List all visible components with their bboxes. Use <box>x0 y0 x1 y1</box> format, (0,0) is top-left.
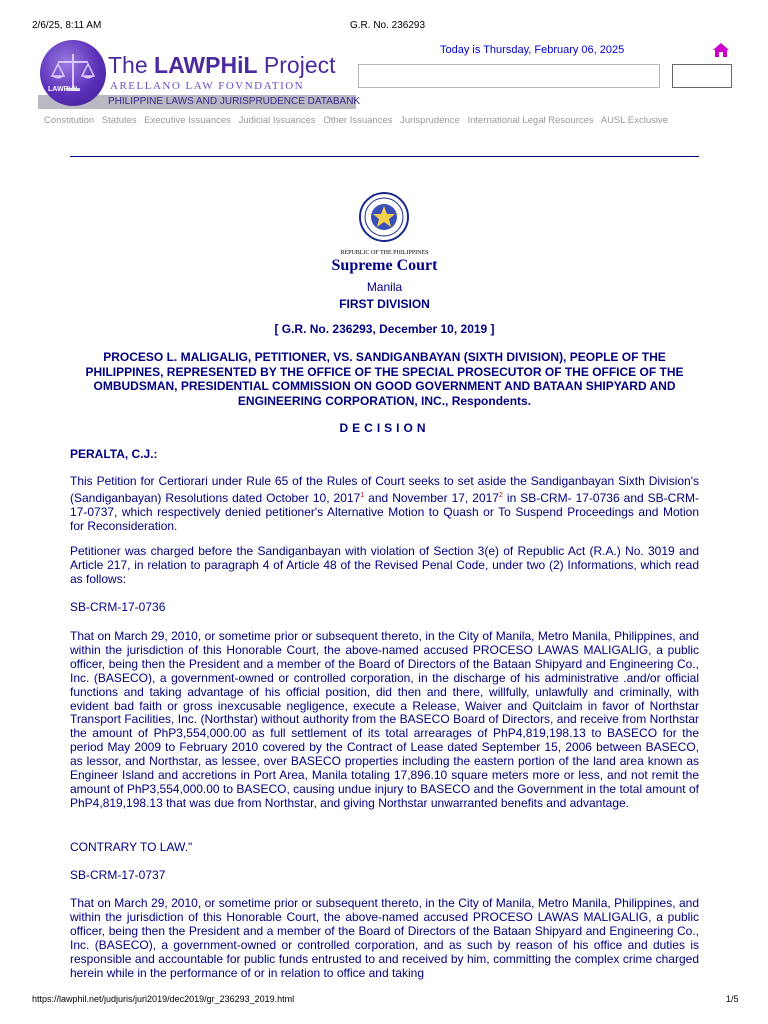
nav-international-legal-resources[interactable]: International Legal Resources <box>467 115 594 126</box>
decision-heading: DECISION <box>339 421 430 435</box>
nav-jurisprudence[interactable]: Jurisprudence <box>400 115 460 126</box>
information-text-2: That on March 29, 2010, or sometime prior or subsequent thereto, in the City of Manila, Metro Manila, Philippines, and within the jurisdiction of this Honorable Court, the above-named accused PROCESO LAWAS MALIGALIG, a public officer, being then the President and a member of the Board of Directors of the Bataan Shipyard and Engineering Co., Inc. (BASECO), a government-owned or controlled corporation, and as such by reason of his office and duties is responsible and accountable for public funds entrusted to and received by him, committing the complex crime charged herein while in the performance of or in relation to office and taking <box>70 896 699 980</box>
header-divider <box>70 156 699 157</box>
nav-executive-issuances[interactable]: Executive Issuances <box>144 115 231 126</box>
court-division: FIRST DIVISION <box>339 297 430 311</box>
paragraph-2: Petitioner was charged before the Sandiganbayan with violation of Section 3(e) of Republic Act (R.A.) No. 3019 and Article 217, in relation to paragraph 4 of Article 48 of the Revised Penal Code, under two (2) Informations, which read as follows: <box>70 544 699 586</box>
today-date: Today is Thursday, February 06, 2025 <box>440 44 625 56</box>
nav-judicial-issuances[interactable]: Judicial Issuances <box>238 115 316 126</box>
site-title-prefix: The <box>108 52 155 78</box>
case-number-2: SB-CRM-17-0737 <box>70 868 166 882</box>
information-text-1: That on March 29, 2010, or sometime prior or subsequent thereto, in the City of Manila, Metro Manila, Philippines, and within the jurisdiction of this Honorable Court, the above-named accused PROCESO LAWAS MALIGALIG, a public officer, being then the President and a member of the Board of Directors of the Bataan Shipyard and Engineering Co., Inc. (BASECO), a government-owned or controlled corporation, in the discharge of his administrative .and/or official functions and taking advantage of his official position, did then and there, willfully, unlawfully and criminally, with evident bad faith or gross inexcusable negligence, execute a Release, Waiver and Quitclaim in favor of Northstar Transport Facilities, Inc. (Northstar) without authority from the BASECO Board of Directors, and receive from Northstar the amount of PhP3,554,000.00 as full settlement of its total arrearages of PhP4,819,198.13 to BASECO for the period May 2009 to February 2010 covered by the Contract of Lease dated September 15, 2006 between BASECO, as lessor, and Northstar, as lessee, over BASECO properties including the eastern portion of the land area known as Engineer Island and accretions in Port Area, Manila totaling 17,896.10 square meters more or less, and not remit the amount of PhP3,554,000.00 to BASECO, causing undue injury to BASECO and the Government in the total amount of PhP4,819,198.13 that was due from Northstar, and giving Northstar unwarranted benefits and advantage. <box>70 629 699 810</box>
ponente: PERALTA, C.J.: <box>70 447 158 461</box>
scales-of-justice-icon <box>40 40 106 106</box>
paragraph-1-text-b: and November 17, 2017 <box>364 490 499 505</box>
site-title-suffix: Project <box>257 52 336 78</box>
site-tagline: PHILIPPINE LAWS AND JURISPRUDENCE DATABANK <box>108 96 361 107</box>
footer-page-number: 1/5 <box>726 994 739 1004</box>
case-parties: PROCESO L. MALIGALIG, PETITIONER, VS. SANDIGANBAYAN (SIXTH DIVISION), PEOPLE OF THE PHILIPPINES, REPRESENTED BY THE OFFICE OF THE SPECIAL PROSECUTOR OF THE OFFICE OF THE OMBUDSMAN, PRESIDENTIAL COMMISSION ON GOOD GOVERNMENT AND BATAAN SHIPYARD AND ENGINEERING CORPORATION, INC., Respondents. <box>85 350 684 408</box>
site-title-brand: LAWPHiL <box>154 52 258 78</box>
paragraph-1-text-a: This Petition for Certiorari under Rule 65 of the Rules of Court seeks to set aside the Sandiganbayan Sixth Division's (Sandiganbayan) Resolutions dated October 10, 2017 <box>70 474 699 505</box>
footnote-link-2[interactable]: 2 <box>498 491 503 499</box>
paragraph-1-text-c: in SB-CRM- 17-0736 and SB-CRM-17-0737, which respectively denied petitioner's Alternative Motion to Quash or To Suspend Proceedings and Motion for Reconsideration. <box>70 490 700 533</box>
footer-url: https://lawphil.net/judjuris/juri2019/dec2019/gr_236293_2019.html <box>32 994 295 1004</box>
republic-label: REPUBLIC OF THE PHILIPPINES <box>340 250 429 256</box>
contrary-to-law: CONTRARY TO LAW." <box>70 840 193 854</box>
nav-statutes[interactable]: Statutes <box>101 115 137 126</box>
main-nav <box>44 115 673 126</box>
print-doc-title: G.R. No. 236293 <box>350 20 426 31</box>
search-input[interactable] <box>358 64 660 88</box>
supreme-court-seal <box>359 192 409 242</box>
print-datetime: 2/6/25, 8:11 AM <box>32 20 102 31</box>
home-icon[interactable] <box>712 42 730 58</box>
paragraph-1 <box>70 475 699 534</box>
case-number-1: SB-CRM-17-0736 <box>70 600 166 614</box>
gr-number: [ G.R. No. 236293, December 10, 2019 ] <box>274 322 495 336</box>
nav-constitution[interactable]: Constitution <box>44 115 95 126</box>
site-org: ARELLANO LAW FOVNDATION <box>110 80 305 92</box>
site-logo[interactable] <box>40 40 106 106</box>
footnote-link-1[interactable]: 1 <box>360 491 365 499</box>
court-name: Supreme Court <box>331 257 438 274</box>
search-button[interactable] <box>672 64 732 88</box>
nav-ausl-exclusive[interactable]: AUSL Exclusive <box>600 115 669 126</box>
nav-other-issuances[interactable]: Other Issuances <box>323 115 393 126</box>
site-title[interactable] <box>108 52 336 79</box>
court-city: Manila <box>366 280 403 294</box>
logo-tag: LAWPHiL <box>48 86 80 93</box>
